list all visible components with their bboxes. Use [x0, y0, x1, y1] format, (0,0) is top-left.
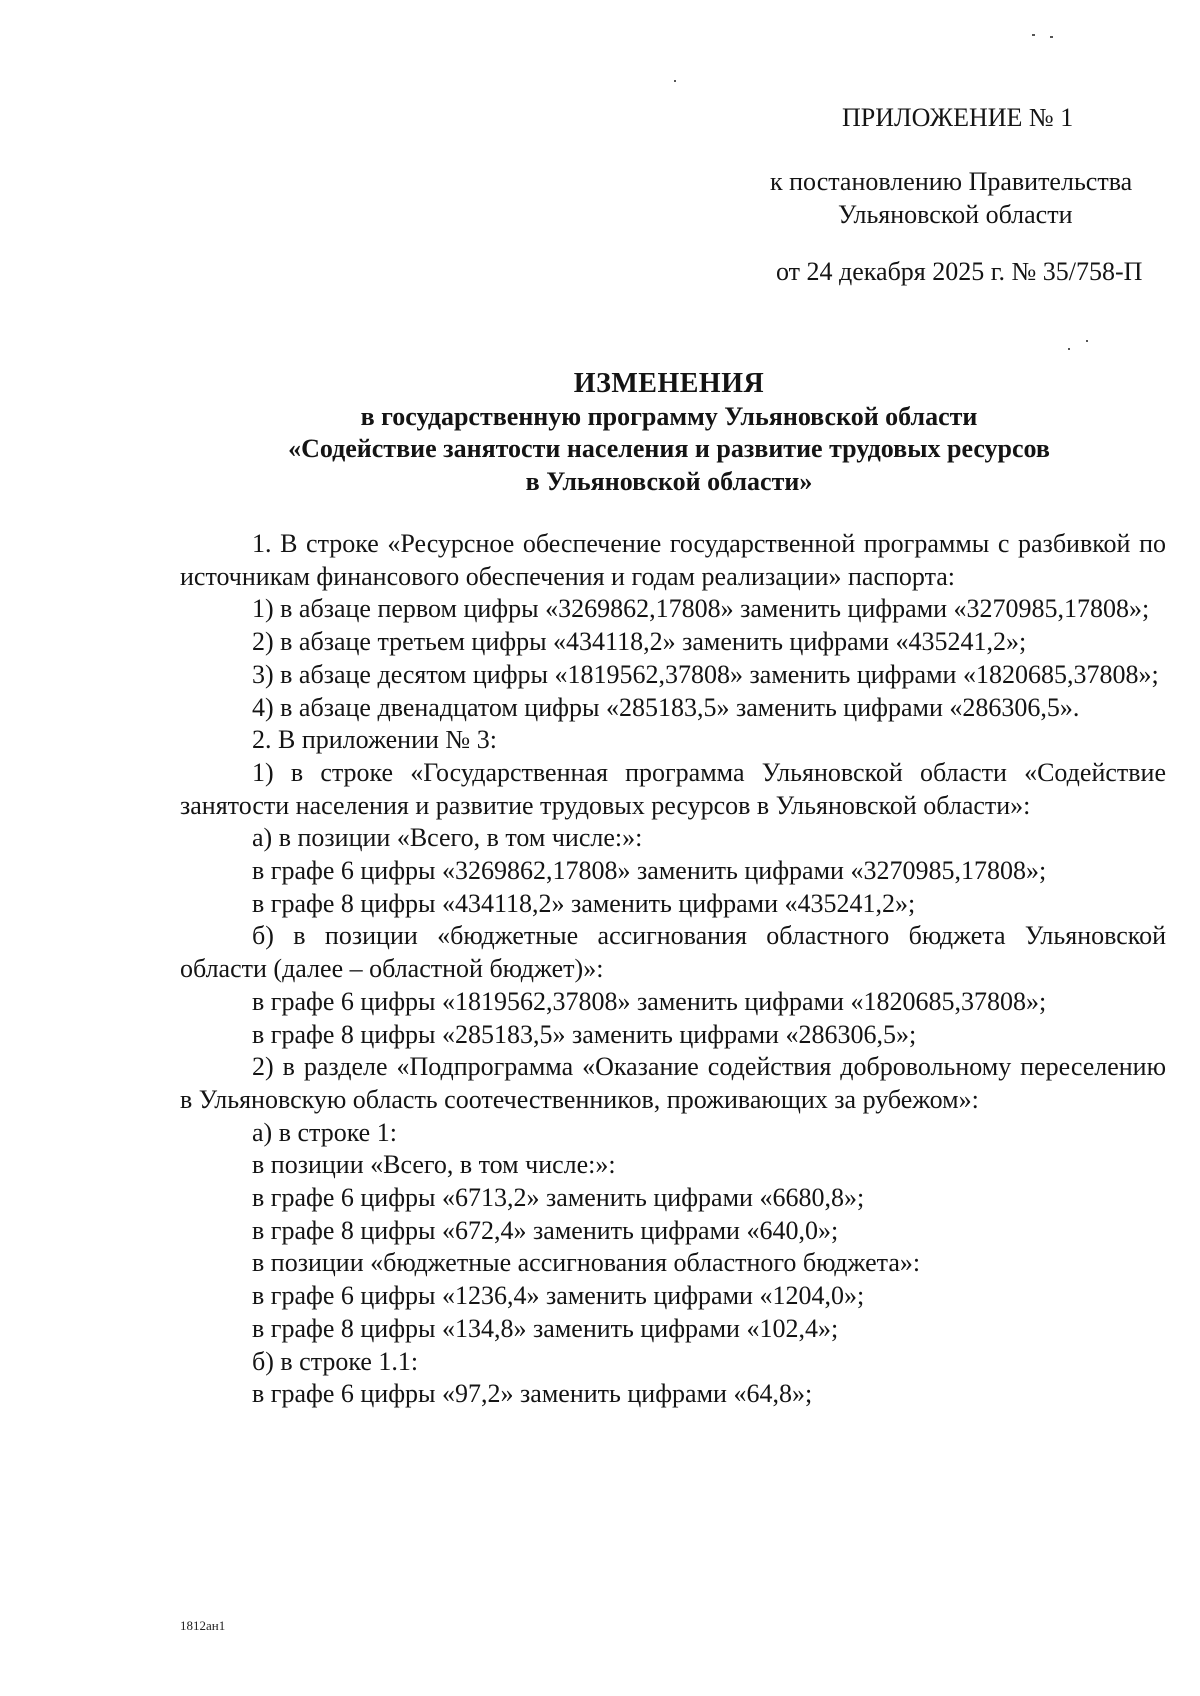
paragraph: 2. В приложении № 3:: [252, 725, 497, 755]
document-body: [180, 528, 1166, 1411]
scan-speck: [1086, 340, 1088, 342]
paragraph: в графе 6 цифры «1236,4» заменить цифрами «1204,0»;: [252, 1281, 865, 1311]
scan-speck: [1032, 34, 1035, 36]
region-line: Ульяновской области: [838, 200, 1073, 229]
paragraph: в графе 6 цифры «3269862,17808» заменить цифрами «3270985,17808»;: [252, 856, 1047, 886]
paragraph: в графе 6 цифры «6713,2» заменить цифрами «6680,8»;: [252, 1183, 865, 1213]
paragraph: б) в позиции «бюджетные ассигнования областного бюджета Ульяновской области (далее – областной бюджет)»:: [180, 921, 1166, 984]
paragraph: 1) в абзаце первом цифры «3269862,17808» заменить цифрами «3270985,17808»;: [252, 594, 1150, 624]
paragraph: в графе 8 цифры «285183,5» заменить цифрами «286306,5»;: [252, 1019, 917, 1049]
paragraph: а) в строке 1:: [252, 1117, 397, 1147]
paragraph: в графе 8 цифры «672,4» заменить цифрами «640,0»;: [252, 1215, 839, 1245]
paragraph: 2) в абзаце третьем цифры «434118,2» заменить цифрами «435241,2»;: [252, 627, 1027, 657]
appendix-label: ПРИЛОЖЕНИЕ № 1: [842, 103, 1074, 132]
scan-speck: [674, 80, 676, 82]
paragraph: в графе 6 цифры «1819562,37808» заменить цифрами «1820685,37808»;: [252, 986, 1047, 1016]
paragraph: в позиции «Всего, в том числе:»:: [252, 1150, 616, 1180]
date-number-line: от 24 декабря 2025 г. № 35/758-П: [776, 257, 1143, 286]
paragraph: в графе 8 цифры «434118,2» заменить цифрами «435241,2»;: [252, 888, 916, 918]
resolution-line: к постановлению Правительства: [770, 167, 1133, 196]
paragraph: а) в позиции «Всего, в том числе:»:: [252, 823, 643, 853]
paragraph: 3) в абзаце десятом цифры «1819562,37808» заменить цифрами «1820685,37808»;: [252, 659, 1159, 689]
document-code: 1812ан1: [180, 1618, 226, 1633]
scan-speck: [1050, 36, 1053, 38]
paragraph: в графе 6 цифры «97,2» заменить цифрами «64,8»;: [252, 1379, 813, 1409]
title-line-3: в Ульяновской области»: [525, 467, 813, 496]
document-title: ИЗМЕНЕНИЯ: [573, 368, 765, 399]
scan-speck: [1068, 348, 1070, 350]
paragraph: 4) в абзаце двенадцатом цифры «285183,5» заменить цифрами «286306,5».: [252, 692, 1080, 722]
paragraph: в позиции «бюджетные ассигнования областного бюджета»:: [252, 1248, 921, 1278]
paragraph: 1) в строке «Государственная программа Ульяновской области «Содействие занятости населения и развитие трудовых ресурсов в Ульяновской области»:: [180, 757, 1166, 820]
paragraph: б) в строке 1.1:: [252, 1346, 419, 1376]
title-line-1: в государственную программу Ульяновской области: [360, 402, 978, 431]
paragraph: 1. В строке «Ресурсное обеспечение государственной программы с разбивкой по источникам финансового обеспечения и годам реализации» паспорта:: [180, 529, 1166, 591]
title-line-2: «Содействие занятости населения и развитие трудовых ресурсов: [288, 434, 1050, 463]
paragraph: 2) в разделе «Подпрограмма «Оказание содействия добровольному переселению в Ульяновскую область соотечественников, проживающих за рубежом»:: [180, 1052, 1166, 1114]
paragraph: в графе 8 цифры «134,8» заменить цифрами «102,4»;: [252, 1313, 839, 1343]
